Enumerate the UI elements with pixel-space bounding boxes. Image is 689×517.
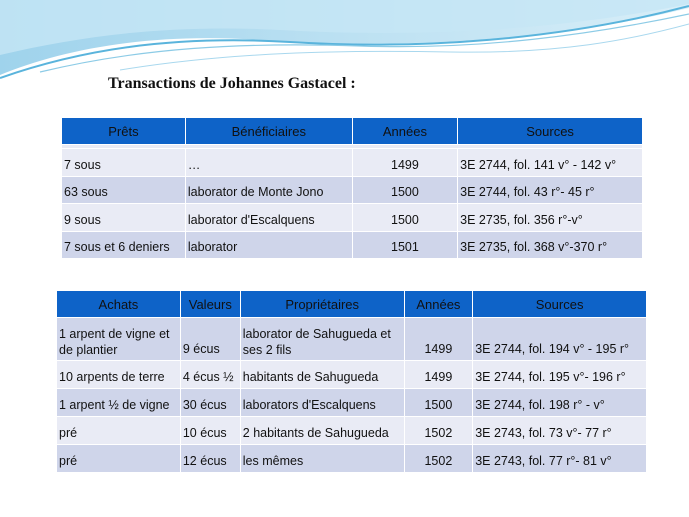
column-header-sources: Sources xyxy=(473,291,647,318)
table-row xyxy=(62,149,643,177)
table-cell: laborator d'Escalquens xyxy=(185,204,352,232)
table-cell: 3E 2744, fol. 43 r°- 45 r° xyxy=(458,176,643,204)
table-cell: 1500 xyxy=(404,389,473,417)
table-cell: habitants de Sahugueda xyxy=(240,361,404,389)
table-cell: 3E 2735, fol. 356 r°-v° xyxy=(458,204,643,232)
table-row xyxy=(57,417,647,445)
table-cell: 4 écus ½ xyxy=(180,361,240,389)
purchases-header-row xyxy=(57,291,647,318)
table-cell: 10 écus xyxy=(180,417,240,445)
table-cell: 3E 2744, fol. 141 v° - 142 v° xyxy=(458,149,643,177)
table-cell: laborator xyxy=(185,231,352,259)
table-cell: 12 écus xyxy=(180,445,240,473)
column-header-prets: Prêts xyxy=(62,118,186,145)
table-cell: les mêmes xyxy=(240,445,404,473)
table-cell: 1502 xyxy=(404,445,473,473)
table-row xyxy=(62,176,643,204)
table-cell: 3E 2743, fol. 77 r°- 81 v° xyxy=(473,445,647,473)
table-cell: laborators d'Escalquens xyxy=(240,389,404,417)
table-cell: 63 sous xyxy=(62,176,186,204)
column-header-beneficiaires: Bénéficiaires xyxy=(185,118,352,145)
table-cell: 3E 2744, fol. 195 v°- 196 r° xyxy=(473,361,647,389)
table-cell: 2 habitants de Sahugueda xyxy=(240,417,404,445)
table-cell: 1499 xyxy=(404,318,473,361)
column-header-annees: Années xyxy=(352,118,458,145)
table-cell: 3E 2744, fol. 194 v° - 195 r° xyxy=(473,318,647,361)
table-cell: 9 sous xyxy=(62,204,186,232)
table-cell: pré xyxy=(57,417,181,445)
table-cell: 3E 2735, fol. 368 v°-370 r° xyxy=(458,231,643,259)
table-cell: 7 sous et 6 deniers xyxy=(62,231,186,259)
table-cell: 1502 xyxy=(404,417,473,445)
table-row xyxy=(57,361,647,389)
table-cell: pré xyxy=(57,445,181,473)
loans-header-row xyxy=(62,118,643,145)
column-header-sources: Sources xyxy=(458,118,643,145)
table-cell: … xyxy=(185,149,352,177)
table-cell: 9 écus xyxy=(180,318,240,361)
table-cell: 1500 xyxy=(352,176,458,204)
column-header-achats: Achats xyxy=(57,291,181,318)
table-row xyxy=(57,318,647,361)
column-header-proprietaires: Propriétaires xyxy=(240,291,404,318)
column-header-valeurs: Valeurs xyxy=(180,291,240,318)
table-row xyxy=(57,389,647,417)
table-cell: 3E 2743, fol. 73 v°- 77 r° xyxy=(473,417,647,445)
table-cell: 30 écus xyxy=(180,389,240,417)
loans-table xyxy=(61,117,643,259)
table-cell: 1501 xyxy=(352,231,458,259)
table-row xyxy=(62,231,643,259)
page-title: Transactions de Johannes Gastacel : xyxy=(108,75,356,92)
table-cell: 1500 xyxy=(352,204,458,232)
table-cell: 3E 2744, fol. 198 r° - v° xyxy=(473,389,647,417)
table-cell: 1 arpent ½ de vigne xyxy=(57,389,181,417)
purchases-table xyxy=(56,290,647,473)
table-cell: 10 arpents de terre xyxy=(57,361,181,389)
table-row xyxy=(57,445,647,473)
table-row xyxy=(62,204,643,232)
table-cell: laborator de Sahugueda et ses 2 fils xyxy=(240,318,404,361)
table-cell: laborator de Monte Jono xyxy=(185,176,352,204)
table-cell: 1499 xyxy=(352,149,458,177)
column-header-annees: Années xyxy=(404,291,473,318)
table-cell: 1 arpent de vigne et de plantier xyxy=(57,318,181,361)
table-cell: 7 sous xyxy=(62,149,186,177)
table-cell: 1499 xyxy=(404,361,473,389)
